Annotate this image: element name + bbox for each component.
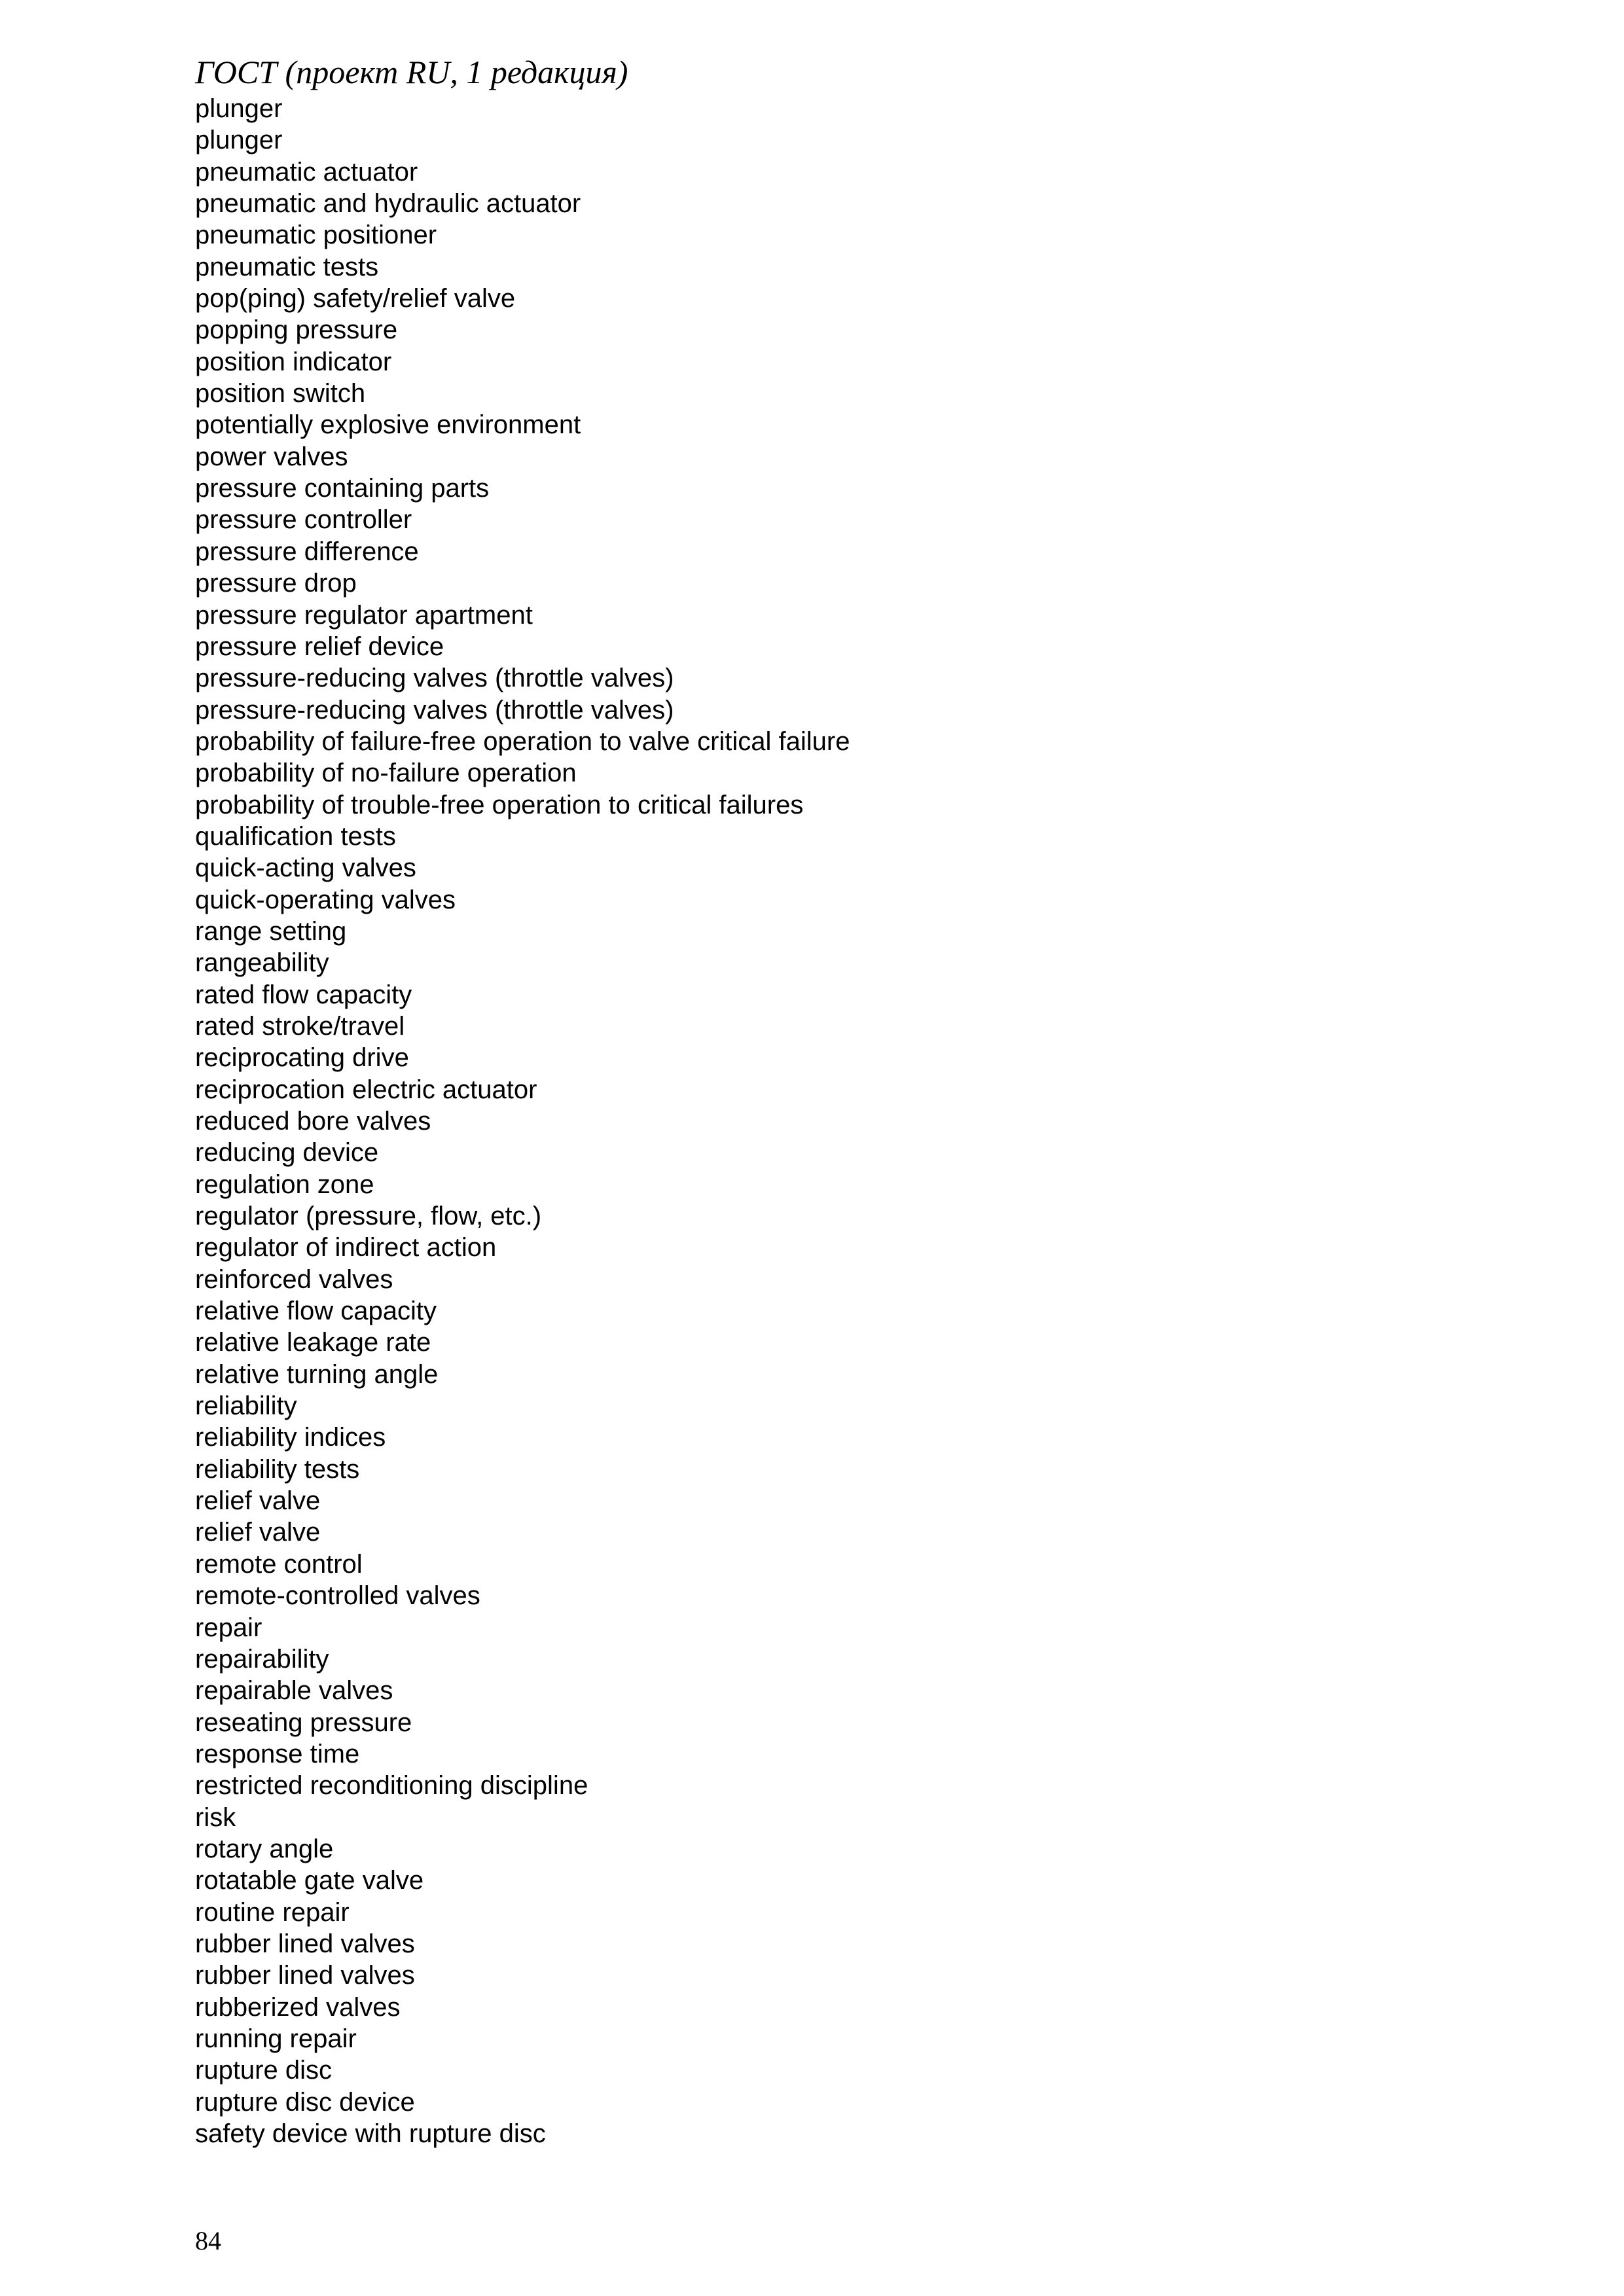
term-item: rotatable gate valve [195, 1866, 424, 1895]
term-item: pressure controller [195, 505, 412, 535]
term-item: power valves [195, 442, 348, 471]
term-item: relative leakage rate [195, 1328, 431, 1357]
term-item: pneumatic positioner [195, 221, 437, 250]
term-item: restricted reconditioning discipline [195, 1771, 588, 1801]
term-item: position indicator [195, 347, 392, 376]
term-item: repairable valves [195, 1676, 393, 1706]
term-item: plunger [195, 126, 283, 155]
term-item: relief valve [195, 1486, 321, 1516]
term-item: pneumatic tests [195, 252, 379, 281]
term-item: response time [195, 1739, 360, 1768]
term-item: pressure regulator apartment [195, 600, 533, 630]
term-item: reliability [195, 1391, 297, 1421]
term-item: routine repair [195, 1897, 350, 1927]
term-item: rupture disc device [195, 2087, 415, 2117]
term-item: relief valve [195, 1518, 321, 1547]
term-item: reliability tests [195, 1454, 360, 1484]
term-item: pneumatic and hydraulic actuator [195, 189, 581, 219]
term-item: pressure drop [195, 569, 357, 598]
term-item: regulation zone [195, 1170, 374, 1199]
term-item: relative flow capacity [195, 1297, 437, 1326]
term-item: repair [195, 1613, 262, 1642]
term-item: pop(ping) safety/relief valve [195, 284, 516, 314]
term-item: rubber lined valves [195, 1961, 415, 1990]
term-item: rated flow capacity [195, 980, 412, 1009]
term-item: risk [195, 1803, 236, 1832]
term-item: popping pressure [195, 315, 398, 345]
term-item: remote-controlled valves [195, 1581, 480, 1611]
term-item: quick-operating valves [195, 885, 456, 914]
term-item: repairability [195, 1644, 329, 1674]
page-number: 84 [195, 2226, 221, 2255]
term-item: reciprocation electric actuator [195, 1075, 537, 1104]
term-item: potentially explosive environment [195, 410, 581, 440]
term-item: rubber lined valves [195, 1929, 415, 1958]
term-item: running repair [195, 2024, 357, 2053]
term-item: relative turning angle [195, 1359, 439, 1389]
term-item: pneumatic actuator [195, 157, 418, 187]
term-item: pressure-reducing valves (throttle valves) [195, 664, 674, 693]
term-item: reseating pressure [195, 1708, 412, 1737]
term-item: range setting [195, 916, 347, 946]
term-item: pressure relief device [195, 632, 444, 661]
term-item: rated stroke/travel [195, 1011, 405, 1041]
term-item: reciprocating drive [195, 1043, 409, 1073]
term-list [195, 93, 850, 2149]
term-item: quick-acting valves [195, 853, 416, 883]
term-item: qualification tests [195, 821, 396, 851]
term-item: pressure difference [195, 537, 419, 566]
term-item: pressure containing parts [195, 474, 490, 503]
term-item: probability of no-failure operation [195, 759, 577, 788]
running-header: ГОСТ (проект RU, 1 редакция) [195, 54, 628, 90]
term-item: probability of trouble-free operation to critical failures [195, 790, 804, 819]
term-item: reliability indices [195, 1423, 386, 1452]
term-item: remote control [195, 1549, 363, 1579]
term-item: regulator of indirect action [195, 1233, 497, 1263]
term-item: reducing device [195, 1138, 379, 1168]
term-item: regulator (pressure, flow, etc.) [195, 1202, 542, 1231]
term-item: rupture disc [195, 2056, 332, 2085]
term-item: plunger [195, 94, 283, 123]
term-item: reinforced valves [195, 1265, 393, 1294]
term-item: safety device with rupture disc [195, 2119, 546, 2148]
term-item: rangeability [195, 948, 329, 978]
term-item: rotary angle [195, 1834, 334, 1863]
term-item: reduced bore valves [195, 1107, 431, 1136]
term-item: position switch [195, 379, 366, 408]
term-item: pressure-reducing valves (throttle valves) [195, 695, 674, 725]
term-item: probability of failure-free operation to valve critical failure [195, 726, 850, 756]
term-item: rubberized valves [195, 1992, 401, 2022]
